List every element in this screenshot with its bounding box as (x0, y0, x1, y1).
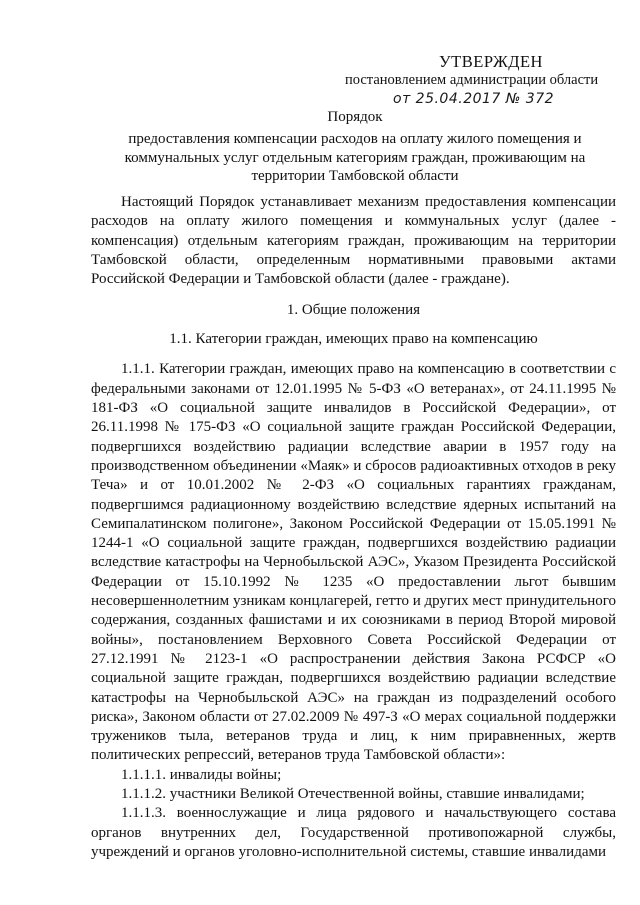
document-body (91, 193, 616, 862)
paragraph-1-1-1: 1.1.1. Категории граждан, имеющих право на компенсацию в соответствии с федеральными законами от 12.01.1995 № 5-ФЗ «О ветеранах», от 24.11.1995 № 181-ФЗ «О социальной защите инвалидов в Российской Федерации», от 26.11.1998 № 175-ФЗ «О социальной защите граждан Российской Федерации, подвергшихся воздействию радиации вследствие аварии в 1957 году на производственном объединении «Маяк» и сбросов радиоактивных отходов в реку Теча» и от 10.01.2002 № 2-ФЗ «О социальных гарантиях гражданам, подвергшимся радиационному воздействию вследствие ядерных испытаний на Семипалатинском полигоне», Законом Российской Федерации от 15.05.1991 № 1244-1 «О социальной защите граждан, подвергшихся воздействию радиации вследствие катастрофы на Чернобыльской АЭС», Указом Президента Российской Федерации от 15.10.1992 № 1235 «О предоставлении льгот бывшим несовершеннолетним узникам концлагерей, гетто и других мест принудительного содержания, созданных фашистами и их союзниками в период Второй мировой войны», постановлением Верховного Совета Российской Федерации от 27.12.1991 № 2123-1 «О распространении действия Закона РСФСР «О социальной защите граждан, подвергшихся воздействию радиации вследствие катастрофы на Чернобыльской АЭС» на граждан из подразделений особого риска», Законом области от 27.02.2009 № 497-З «О мерах социальной поддержки тружеников тыла, ветеранов труда и лиц, к ним приравненных, жертв политических репрессий, ветеранов труда Тамбовской области»: (91, 361, 616, 764)
section-heading-1-1: 1.1. Категории граждан, имеющих право на компенсацию (169, 331, 538, 348)
intro-paragraph: Настоящий Порядок устанавливает механизм предоставления компенсации расходов на оплату жилого помещения и коммунальных услуг (далее - компенсация) отдельным категориям граждан, проживающим на территории Тамбовской области, определенным нормативными правовыми актами Российской Федерации и Тамбовской области (далее - граждане). (91, 194, 616, 288)
list-item: 1.1.1.1. инвалиды войны; (121, 766, 282, 783)
title-block (100, 108, 610, 186)
document-subtitle: предоставления компенсации расходов на оплату жилого помещения и коммунальных услуг отдельным категориям граждан, проживающим на территории Тамбовской области (124, 131, 586, 184)
approval-title: УТВЕРЖДЕН (439, 52, 543, 71)
list-item: 1.1.1.3. военнослужащие и лица рядового и начальствующего состава органов внутренних дел, Государственной противопожарной службы, учреждений и органов уголовно-исполнительной системы, ставшие инвалидами (91, 805, 616, 860)
handwritten-date-number: от 25.04.2017 № 372 (393, 91, 555, 107)
approval-line: постановлением администрации области (345, 72, 599, 88)
approval-stamp (345, 52, 620, 107)
list-item: 1.1.1.2. участники Великой Отечественной войны, ставшие инвалидами; (121, 786, 585, 803)
document-title: Порядок (327, 109, 383, 125)
section-heading-1: 1. Общие положения (286, 302, 421, 319)
